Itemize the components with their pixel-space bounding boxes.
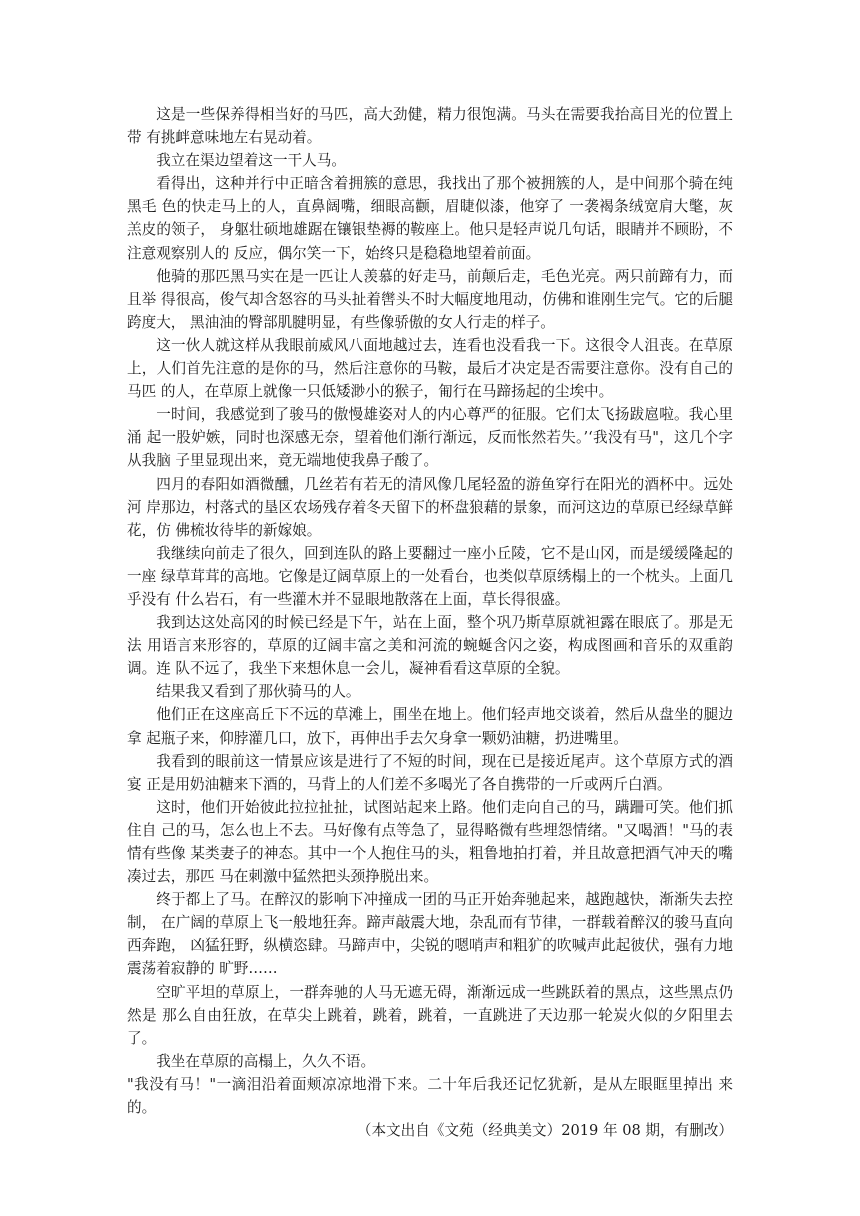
paragraph-13: 这时，他们开始彼此拉拉扯扯，试图站起来上路。他们走向自己的马，蹒跚可笑。他们抓住自 己的马，怎么也上不去。马好像有点等急了，显得略微有些埋怨情绪。"又喝酒！"马的表情有些像 某类妻子的神态。其中一个人抱住马的头，粗鲁地拍打着，并且故意把酒气冲天的嘴凑过去，那匹 马在刺激中猛然把头颈挣脱出来。 xyxy=(127,798,733,886)
paragraph-1: 这是一些保养得相当好的马匹，高大劲健，精力很饱满。马头在需要我抬高目光的位置上带 有挑衅意味地左右晃动着。 xyxy=(127,106,733,147)
paragraph-3: 看得出，这种并行中正暗含着拥簇的意思，我找出了那个被拥簇的人，是中间那个骑在纯黑毛 色的快走马上的人，直鼻阔嘴，细眼高颧，眉睫似漆，他穿了 一袭褐条绒宽肩大氅，灰羔皮的领子， 身躯壮硕地雄踞在镶银垫褥的鞍座上。他只是轻声说几句话，眼睛并不顾盼，不注意观察别人的 反应，偶尔笑一下，始终只是稳稳地望着前面。 xyxy=(127,175,733,262)
paragraph-7: 四月的春阳如酒微醺，几丝若有若无的清风像几尾轻盈的游鱼穿行在阳光的酒杯中。远处河 岸那边，村落式的垦区农场残存着冬天留下的杯盘狼藉的景象，而河这边的草原已经绿草鲜花，仿 佛梳妆待毕的新嫁娘。 xyxy=(127,475,733,539)
paragraph-9: 我到达这处高冈的时候已经是下午，站在上面，整个巩乃斯草原就袒露在眼底了。那是无法 用语言来形容的，草原的辽阔丰富之美和河流的蜿蜒含闪之姿，构成图画和音乐的双重韵调。连 队不远了，我坐下来想休息一会儿，凝神看看这草原的全貌。 xyxy=(127,614,733,678)
paragraph-15: 空旷平坦的草原上，一群奔驰的人马无遮无碍，渐渐远成一些跳跃着的黑点，这些黑点仍然是 那么自由狂放，在草尖上跳着，跳着，跳着，一直跳进了天边那一轮炭火似的夕阳里去了。 xyxy=(127,983,733,1047)
paragraph-10: 结果我又看到了那伙骑马的人。 xyxy=(156,683,361,701)
paragraph-4: 他骑的那匹黑马实在是一匹让人羡慕的好走马，前颠后走，毛色光亮。两只前蹄有力，而且举 得很高，俊气却含怒容的马头扯着辔头不时大幅度地甩动，仿佛和谁刚生完气。它的后腿跨度大， 黑油油的臀部肌腱明显，有些像骄傲的女人行走的样子。 xyxy=(127,267,733,331)
article-body xyxy=(127,103,733,1142)
paragraph-14: 终于都上了马。在醉汉的影响下冲撞成一团的马正开始奔驰起来，越跑越快，渐渐失去控制， 在广阔的草原上飞一般地狂奔。蹄声敲震大地，杂乱而有节律，一群载着醉汉的骏马直向西奔跑， 凶猛狂野，纵横恣肆。马蹄声中，尖锐的嗯哨声和粗犷的吹喊声此起彼伏，强有力地震荡着寂静的 旷野…… xyxy=(127,891,733,978)
paragraph-16: 我坐在草原的高榻上，久久不语。 xyxy=(156,1052,376,1070)
paragraph-8: 我继续向前走了很久，回到连队的路上要翻过一座小丘陵，它不是山冈，而是缓缓隆起的一座 绿草茸茸的高地。它像是辽阔草原上的一处看台，也类似草原绣榻上的一个枕头。上面几乎没有 什么岩石，有一些灌木并不显眼地散落在上面，草长得很盛。 xyxy=(127,544,733,608)
paragraph-11: 他们正在这座高丘下不远的草滩上，围坐在地上。他们轻声地交谈着，然后从盘坐的腿边拿 起瓶子来，仰脖灌几口，放下，再伸出手去欠身拿一颗奶油糖，扔进嘴里。 xyxy=(127,706,733,747)
paragraph-2: 我立在渠边望着这一干人马。 xyxy=(156,152,346,170)
closing-line: "我没有马！"一滴泪沿着面颊凉凉地滑下来。二十年后我还记忆犹新，是从左眼眶里掉出 来的。 xyxy=(127,1075,733,1117)
paragraph-6: 一时间，我感觉到了骏马的傲慢雄姿对人的内心尊严的征服。它们太飞扬跋扈啦。我心里涌 起一股妒嫉，同时也深感无奈，望着他们渐行渐远，反而怅然若失。’‘我没有马"，这几个字从我脑 子里显现出来，竟无端地使我鼻子酸了。 xyxy=(127,406,733,470)
source-citation: （本文出自《文苑（经典美文）2019 年 08 期，有删改） xyxy=(356,1122,733,1140)
paragraph-12: 我看到的眼前这一情景应该是进行了不短的时间，现在已是接近尾声。这个草原方式的酒宴 正是用奶油糖来下酒的，马背上的人们差不多喝光了各自携带的一斤或两斤白酒。 xyxy=(127,752,733,793)
paragraph-5: 这一伙人就这样从我眼前威风八面地越过去，连看也没看我一下。这很令人沮丧。在草原 上，人们首先注意的是你的马，然后注意你的马鞍，最后才决定是否需要注意你。没有自己的马匹 的人，在草原上就像一只低矮渺小的猴子，匍行在马蹄扬起的尘埃中。 xyxy=(127,336,733,401)
